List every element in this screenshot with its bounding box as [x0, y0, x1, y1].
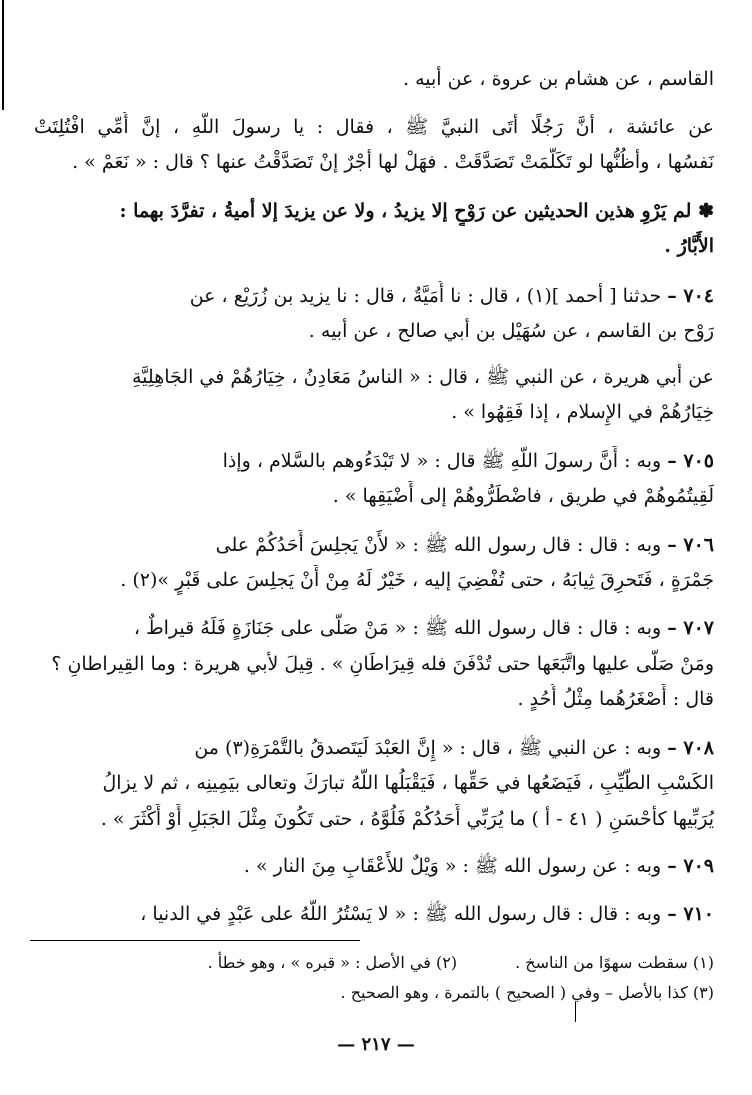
- hadith-710: [34, 899, 714, 929]
- text-line-19: يُرَبِّيها كأَحْسَنِ ( ٤١ - أ ) ما يُرَبِّي أَحَدُكُمْ فَلُوَّهُ ، حتى تَكُونَ مِثْلَ الجَبَلِ أَوْ أَكْثَرَ » .: [100, 808, 714, 830]
- text-line-4-body: لم يَرْوِ هذين الحديثين عن رَوْحٍ إلا يزيدُ ، ولا عن يزيدَ إلا أميةُ ، تفرَّدَ بهما :: [119, 200, 692, 222]
- hadith-707-number: ٧٠٧ –: [667, 617, 714, 639]
- text-line-5: الأَبَّارُ .: [664, 235, 714, 257]
- footnote-2: (٢) في الأصل : « قبره » ، وهو خطأ .: [207, 953, 458, 972]
- text-line-16: قال : أَصْغَرُهُما مِثْلُ أُحُدٍ .: [517, 688, 714, 710]
- footnote-separator: [30, 940, 360, 941]
- hadith-706-number: ٧٠٦ –: [667, 534, 714, 556]
- hadith-710-number: ٧١٠ –: [667, 903, 714, 925]
- hadith-708: [34, 733, 714, 763]
- footnote-row-1: [14, 950, 714, 976]
- text-line-18: الكَسْبِ الطَّيِّبِ ، فَيَضَعُها في حَقِّها ، فَيَقْبَلُها اللَّهُ تبارَكَ وتعالى بيَمِينِه ، ثم لا يزالُ: [102, 772, 714, 794]
- hadith-704-number: ٧٠٤ –: [667, 285, 714, 307]
- hadith-704-text: حدثنا [ أحمد ](١) ، قال : نا أُمَيَّةُ ، قال : نا يزيد بن زُرَيْع ، عن: [189, 285, 662, 307]
- hadith-706: [34, 530, 714, 560]
- footnote-row-2: [14, 980, 714, 1006]
- text-line-3: نَفسُها ، وأظُنُّها لو تَكَلَّمَتْ تَصَدَّقَتْ . فهَلْ لها أجْرٌ إنْ تَصَدَّقْتُ عنها ؟ قال : « نَعَمْ » .: [72, 151, 714, 173]
- hadith-705: [34, 446, 714, 476]
- footnote-3: (٣) كذا بالأصل – وفي ( الصحيح ) بالتمرة ، وهو الصحيح .: [340, 983, 714, 1002]
- hadith-708-number: ٧٠٨ –: [667, 737, 714, 759]
- text-line-1: القاسم ، عن هشام بن عروة ، عن أبيه .: [402, 68, 714, 90]
- margin-tick: [575, 1002, 576, 1022]
- hadith-709: [34, 851, 714, 881]
- page-edge-rule: [2, 0, 4, 110]
- text-line-8: عن أبي هريرة ، عن النبي ﷺ ، قال : « الناسُ مَعَادِنُ ، خِيَارُهُمْ في الجَاهِلِيَّةِ: [132, 366, 714, 388]
- hadith-705-text: وبه : أَنَّ رسولَ اللَّهِ ﷺ قال : « لا تَبْدَءُوهم بالسَّلام ، وإذا: [222, 450, 662, 472]
- text-line-13: جَمْرَةٍ ، فَتَحرِقَ ثِيابَهُ ، حتى تُفْضِيَ إليه ، خَيْرٌ لَهُ مِنْ أَنْ يَجلِسَ على قَبْرٍ »(٢) .: [120, 569, 714, 591]
- text-line-9: خِيَارُهُمْ في الإِسلام ، إذا فَقِهُوا » .: [451, 401, 714, 423]
- text-line-2: عن عائشة ، أنَّ رَجُلًا أتَى النبيَّ ﷺ ، فقال : يا رسولَ اللَّهِ ، إنَّ أُمِّي افْتُلِتَتْ: [34, 116, 714, 138]
- hadith-706-text: وبه : قال : قال رسول الله ﷺ : « لأَنْ يَجلِسَ أَحَدُكُمْ على: [215, 534, 662, 556]
- hadith-704: [34, 281, 714, 311]
- text-line-11: لَقِيتُمُوهُمْ في طريق ، فاضْطَرُّوهُمْ إلى أَضْيَقِها » .: [332, 485, 714, 507]
- hadith-710-text: وبه : قال : قال رسول الله ﷺ : « لا يَسْتُرُ اللَّهُ على عَبْدٍ في الدنيا ،: [140, 903, 662, 925]
- text-line-4: [34, 196, 714, 226]
- text-line-15: ومَنْ صَلَّى عليها واتَّبَعَها حتى تُدْفَنَ فله قِيرَاطَانِ » . قِيلَ لأبي هريرة : وما القِيراطانِ ؟: [51, 653, 714, 675]
- star-marker: ✽: [698, 200, 714, 222]
- footnote-1: (١) سقطت سهوًا من الناسخ .: [515, 953, 714, 972]
- hadith-709-number: ٧٠٩ –: [667, 855, 714, 877]
- hadith-707-text: وبه : قال : قال رسول الله ﷺ : « مَنْ صَلَّى على جَنَازَةٍ فَلَهُ قيراطٌ ،: [133, 617, 662, 639]
- hadith-707: [34, 613, 714, 643]
- hadith-708-text: وبه : عن النبي ﷺ ، قال : « إِنَّ العَبْدَ لَيَتَصدقُ بالتَّمْرَةِ(٣) من: [194, 737, 662, 759]
- hadith-709-text: وبه : عن رسول الله ﷺ : « وَيْلٌ للأَعْقَابِ مِنَ النار » .: [243, 855, 662, 877]
- page-number: — ٢١٧ —: [337, 1034, 415, 1055]
- hadith-705-number: ٧٠٥ –: [667, 450, 714, 472]
- text-line-7: رَوْح بن القاسم ، عن سُهَيْل بن أبي صالح ، عن أبيه .: [308, 320, 714, 342]
